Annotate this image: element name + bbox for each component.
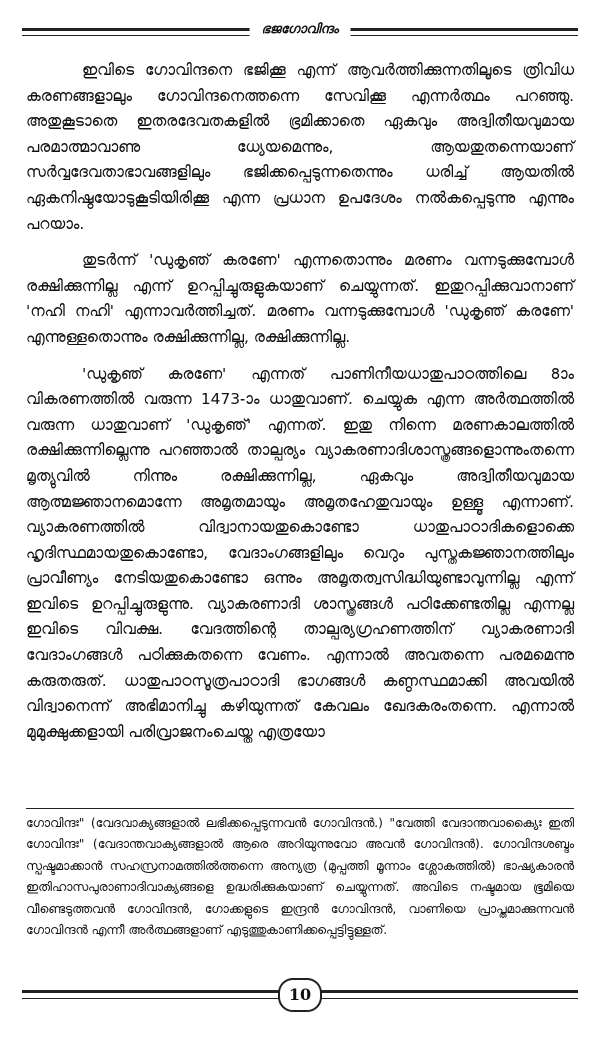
paragraph: 'ഡുകൃഞ് കരണേ' എന്നത് പാണിനീയധാതുപാഠത്തിലെ 8ാം വികരണത്തിൽ വരുന്ന 1473-ാം ധാതുവാണ്. ചെയ്യുക എന്ന അർത്ഥത്തിൽ വരുന്ന ധാതുവാണ് 'ഡുകൃഞ്' എന്നത്. ഇതു നിന്നെ മരണകാലത്തിൽ രക്ഷിക്കുന്നില്ലെന്നു പറഞ്ഞാൽ താല്പര്യം വ്യാകരണാദിശാസ്ത്രങ്ങളൊന്നുംതന്നെ മൃത്യുവിൽ നിന്നും രക്ഷിക്കുന്നില്ല, ഏകവും അദ്വിതീയവുമായ ആത്മജ്ഞാനമൊന്നേ അമൃതമായും അമൃതഹേതുവായും ഉള്ളൂ എന്നാണ്. വ്യാകരണത്തിൽ വിദ്വാനായതുകൊണ്ടോ ധാതുപാഠാദികളൊക്കെ ഹൃദിസ്ഥമായതുകൊണ്ടോ, വേദാംഗങ്ങളിലും വെറും പുസ്തകജ്ഞാനത്തിലും പ്രാവീണ്യം നേടിയതുകൊണ്ടോ ഒന്നും അമൃതത്വസിദ്ധിയുണ്ടാവുന്നില്ല എന്ന് ഇവിടെ ഉറപ്പിച്ചുരുളുന്നു. വ്യാകരണാദി ശാസ്ത്രങ്ങൾ പഠിക്കേണ്ടതില്ല എന്നല്ല ഇവിടെ വിവക്ഷ. വേദത്തിന്റെ താല്പര്യഗ്രഹണത്തിന് വ്യാകരണാദി വേദാംഗങ്ങൾ പഠിക്കുകതന്നെ വേണം. എന്നാൽ അവതന്നെ പരമമെന്നു കരുതരുത്. ധാതുപാഠസൂത്രപാഠാദി ഭാഗങ്ങൾ കണ്ഠസ്ഥമാക്കി അവയിൽ വിദ്വാനെന്ന് അഭിമാനിച്ചു കഴിയുന്നത് കേവലം ഖേദകരംതന്നെ. എന്നാൽ മുമുക്ഷുക്കളായി പരിവ്രാജനംചെയ്ത എത്രയോ — [26, 364, 574, 741]
footnote — [26, 813, 574, 941]
main-text — [26, 58, 574, 745]
page-number: 10 — [278, 978, 322, 1012]
page-header — [22, 18, 578, 48]
footnote-text: ഗോവിന്ദഃ" (വേദവാക്യങ്ങളാൽ ലഭിക്കപ്പെടുന്നവൻ ഗോവിന്ദൻ.) "വേത്തി വേദാന്തവാക്യൈഃ ഇതി ഗോവിന്ദഃ" (വേദാന്തവാക്യങ്ങളാൽ ആരെ അറിയുന്നുവോ അവൻ ഗോവിന്ദൻ). ഗോവിന്ദശബ്ദം സ്പഷ്ടമാക്കാൻ സഹസ്രനാമത്തിൽത്തന്നെ അന്യത്ര (മുപ്പത്തി മൂന്നാം ശ്ലോകത്തിൽ) ഭാഷ്യകാരൻ ഇതിഹാസപുരാണാദിവാക്യങ്ങളെ ഉദ്ധരിക്കുകയാണ് ചെയ്യുന്നത്. അവിടെ നഷ്ടമായ ഭൂമിയെ വീണ്ടെടുത്തവൻ ഗോവിന്ദൻ, ഗോക്കളുടെ ഇന്ദ്രൻ ഗോവിന്ദൻ, വാണിയെ പ്രാപ്തമാക്കുന്നവൻ ഗോവിന്ദൻ എന്നീ അർത്ഥങ്ങളാണ് എടുത്തുകാണിക്കപ്പെട്ടിട്ടുള്ളത്. — [26, 816, 574, 938]
paragraph: ഇവിടെ ഗോവിന്ദനെ ഭജിക്കൂ എന്ന് ആവർത്തിക്കുന്നതിലൂടെ ത്രിവിധ കരണങ്ങളാലും ഗോവിന്ദനെത്തന്നെ സേവിക്കൂ എന്നർത്ഥം പറഞ്ഞു. അതുകൂടാതെ ഇതരദേവതകളിൽ ഭ്രമിക്കാതെ ഏകവും അദ്വിതീയവുമായ പരമാത്മാവാണു ധ്യേയമെന്നും, ആയതുതന്നെയാണ് സർവ്വദേവതാഭാവങ്ങളിലും ഭജിക്കപ്പെടുന്നതെന്നും ധരിച്ച് ആയതിൽ ഏകനിഷ്ഠയോടുകൂടിയിരിക്കൂ എന്ന പ്രധാന ഉപദേശം നൽകപ്പെടുന്നു എന്നും പറയാം. — [26, 61, 574, 233]
paragraph: തുടർന്ന് 'ഡുകൃഞ് കരണേ' എന്നതൊന്നും മരണം വന്നടുക്കുമ്പോൾ രക്ഷിക്കുന്നില്ല എന്ന് ഉറപ്പിച്ചുരുളുകയാണ് ചെയ്യുന്നത്. ഇതുറപ്പിക്കുവാനാണ് 'നഹി നഹി' എന്നാവർത്തിച്ചത്. മരണം വന്നടുക്കുമ്പോൾ 'ഡുകൃഞ് കരണേ' എന്നുള്ളതൊന്നും രക്ഷിക്കുന്നില്ല, രക്ഷിക്കുന്നില്ല. — [26, 251, 574, 346]
page-footer — [22, 978, 578, 1010]
running-title: ഭജഗോവിന്ദം — [250, 18, 351, 42]
footnote-divider — [26, 808, 574, 809]
